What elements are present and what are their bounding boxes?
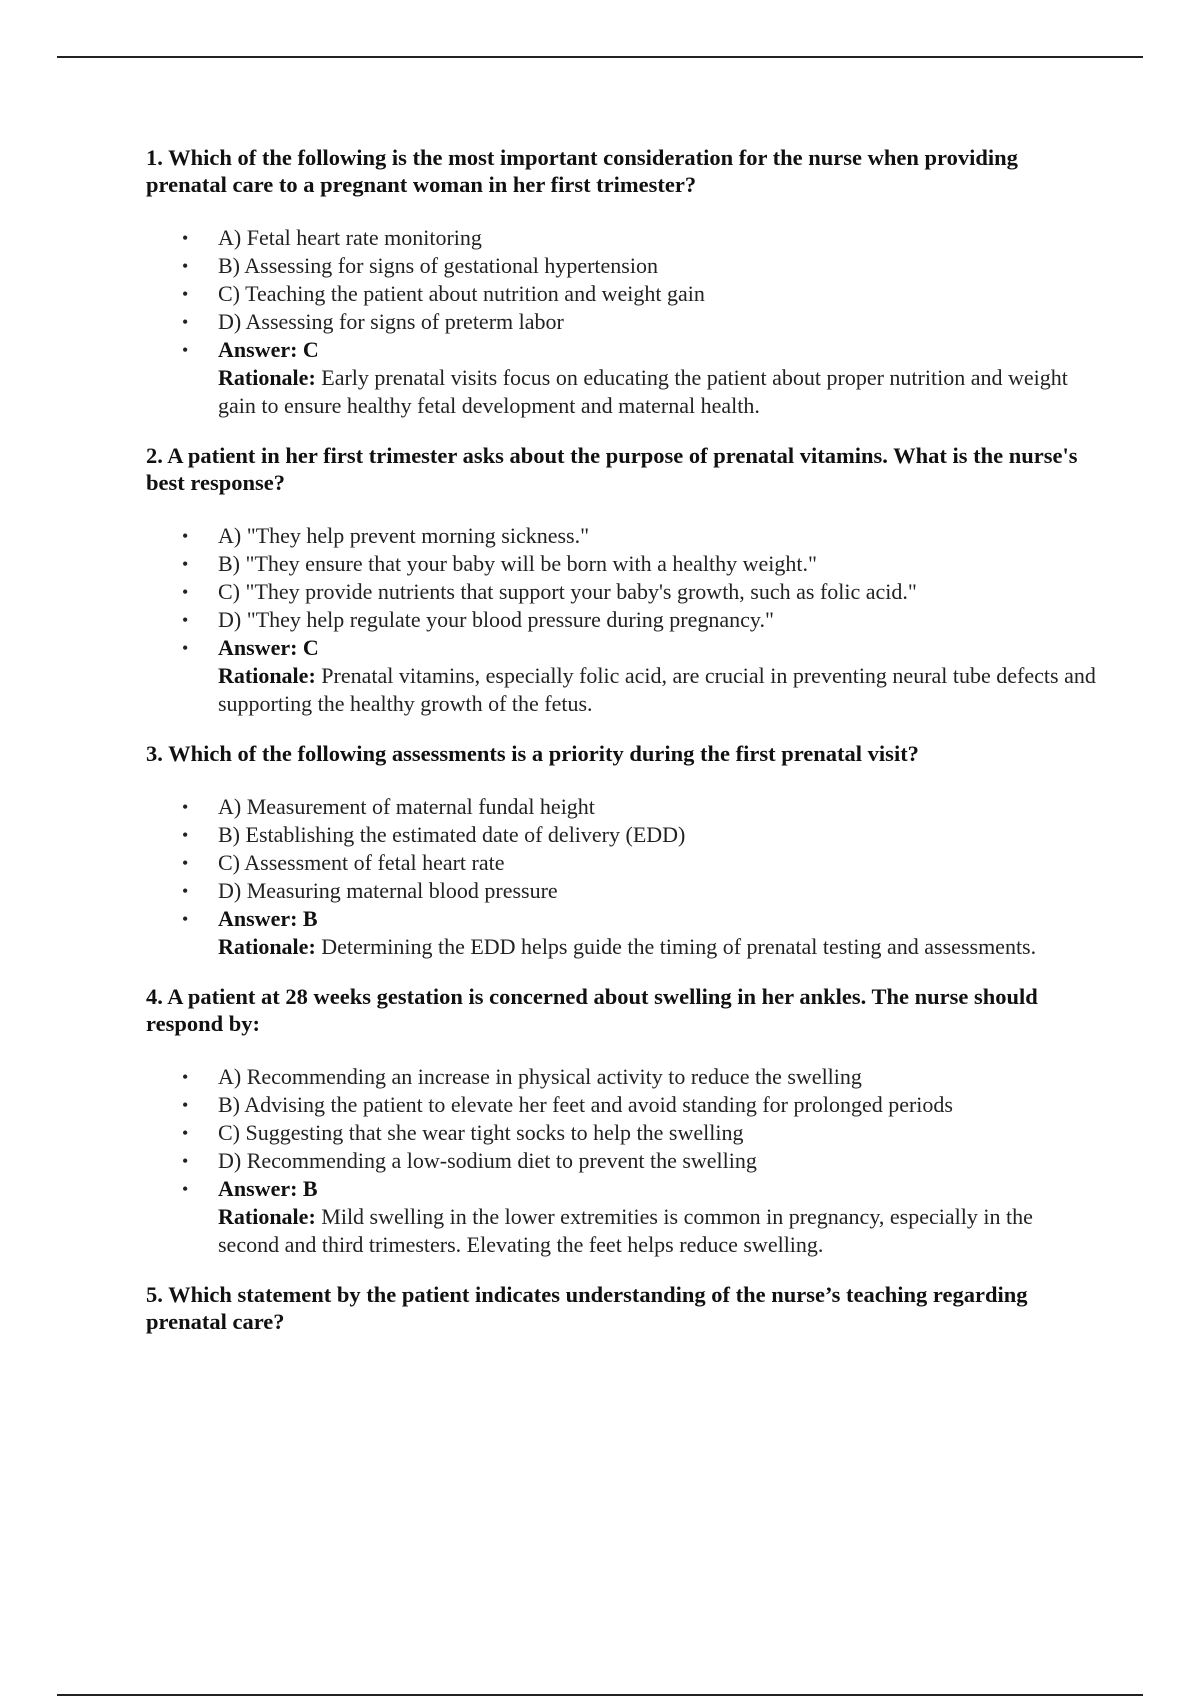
document-body (146, 144, 1096, 1361)
top-rule (57, 56, 1143, 58)
question-4 (146, 983, 1096, 1259)
question-3 (146, 740, 1096, 961)
question-text: 4. A patient at 28 weeks gestation is concerned about swelling in her ankles. The nurse should respond by: (146, 984, 1038, 1036)
bullet-icon: • (182, 638, 189, 658)
option-item (146, 308, 1096, 336)
bullet-icon: • (182, 1151, 189, 1171)
bullet-icon: • (182, 853, 189, 873)
rationale-label: Rationale: (218, 934, 316, 959)
option-text: A) Recommending an increase in physical activity to reduce the swelling (218, 1064, 862, 1089)
bullet-icon: • (182, 582, 189, 602)
answer-item (146, 1175, 1096, 1203)
rationale-text: Determining the EDD helps guide the timing of prenatal testing and assessments. (321, 934, 1037, 959)
option-text: C) Assessment of fetal heart rate (218, 850, 505, 875)
option-text: A) Measurement of maternal fundal height (218, 794, 595, 819)
option-text: D) Assessing for signs of preterm labor (218, 309, 564, 334)
option-text: C) "They provide nutrients that support your baby's growth, such as folic acid." (218, 579, 917, 604)
question-text: 2. A patient in her first trimester asks about the purpose of prenatal vitamins. What is the nurse's best response? (146, 443, 1078, 495)
option-text: A) "They help prevent morning sickness." (218, 523, 590, 548)
option-item (146, 877, 1096, 905)
answer-item (146, 336, 1096, 364)
rationale (146, 1203, 1096, 1259)
question-text: 3. Which of the following assessments is a priority during the first prenatal visit? (146, 741, 919, 766)
answer-item (146, 905, 1096, 933)
option-text: A) Fetal heart rate monitoring (218, 225, 482, 250)
bullet-icon: • (182, 909, 189, 929)
option-item (146, 1091, 1096, 1119)
option-item (146, 522, 1096, 550)
rationale (146, 933, 1096, 961)
rationale-label: Rationale: (218, 365, 316, 390)
rationale (146, 364, 1096, 420)
bullet-icon: • (182, 284, 189, 304)
bullet-icon: • (182, 312, 189, 332)
bullet-icon: • (182, 1067, 189, 1087)
option-text: D) Recommending a low-sodium diet to prevent the swelling (218, 1148, 757, 1173)
option-text: D) Measuring maternal blood pressure (218, 878, 558, 903)
option-item (146, 1119, 1096, 1147)
option-item (146, 252, 1096, 280)
answer-label: Answer: B (218, 906, 318, 931)
option-item (146, 550, 1096, 578)
rationale-text: Prenatal vitamins, especially folic acid, are crucial in preventing neural tube defects and supporting the healthy growth of the fetus. (218, 663, 1096, 716)
answer-item (146, 634, 1096, 662)
bullet-icon: • (182, 340, 189, 360)
option-item (146, 224, 1096, 252)
option-text: B) Assessing for signs of gestational hypertension (218, 253, 658, 278)
option-item (146, 1147, 1096, 1175)
bullet-icon: • (182, 228, 189, 248)
answer-label: Answer: C (218, 635, 319, 660)
rationale-label: Rationale: (218, 1204, 316, 1229)
answer-label: Answer: C (218, 337, 319, 362)
question-5 (146, 1281, 1096, 1335)
answer-label: Answer: B (218, 1176, 318, 1201)
option-item (146, 280, 1096, 308)
option-text: C) Teaching the patient about nutrition and weight gain (218, 281, 705, 306)
option-item (146, 606, 1096, 634)
question-1 (146, 144, 1096, 420)
question-text: 1. Which of the following is the most important consideration for the nurse when providing prenatal care to a pregnant woman in her first trimester? (146, 145, 1018, 197)
option-item (146, 849, 1096, 877)
bullet-icon: • (182, 526, 189, 546)
bullet-icon: • (182, 825, 189, 845)
question-text: 5. Which statement by the patient indicates understanding of the nurse’s teaching regarding prenatal care? (146, 1282, 1028, 1334)
bullet-icon: • (182, 256, 189, 276)
option-item (146, 1063, 1096, 1091)
option-text: D) "They help regulate your blood pressure during pregnancy." (218, 607, 774, 632)
options-list (146, 793, 1096, 933)
option-item (146, 821, 1096, 849)
option-text: B) Establishing the estimated date of delivery (EDD) (218, 822, 686, 847)
options-list (146, 1063, 1096, 1203)
bullet-icon: • (182, 554, 189, 574)
options-list (146, 224, 1096, 364)
option-item (146, 578, 1096, 606)
option-text: B) Advising the patient to elevate her feet and avoid standing for prolonged periods (218, 1092, 953, 1117)
options-list (146, 522, 1096, 662)
rationale-text: Mild swelling in the lower extremities is common in pregnancy, especially in the second and third trimesters. Elevating the feet helps reduce swelling. (218, 1204, 1033, 1257)
rationale (146, 662, 1096, 718)
bullet-icon: • (182, 797, 189, 817)
rationale-text: Early prenatal visits focus on educating the patient about proper nutrition and weight gain to ensure healthy fetal development and maternal health. (218, 365, 1068, 418)
rationale-label: Rationale: (218, 663, 316, 688)
bullet-icon: • (182, 1095, 189, 1115)
bullet-icon: • (182, 881, 189, 901)
option-text: B) "They ensure that your baby will be born with a healthy weight." (218, 551, 817, 576)
bottom-rule (57, 1694, 1143, 1696)
bullet-icon: • (182, 610, 189, 630)
bullet-icon: • (182, 1123, 189, 1143)
option-item (146, 793, 1096, 821)
bullet-icon: • (182, 1179, 189, 1199)
question-2 (146, 442, 1096, 718)
option-text: C) Suggesting that she wear tight socks to help the swelling (218, 1120, 744, 1145)
